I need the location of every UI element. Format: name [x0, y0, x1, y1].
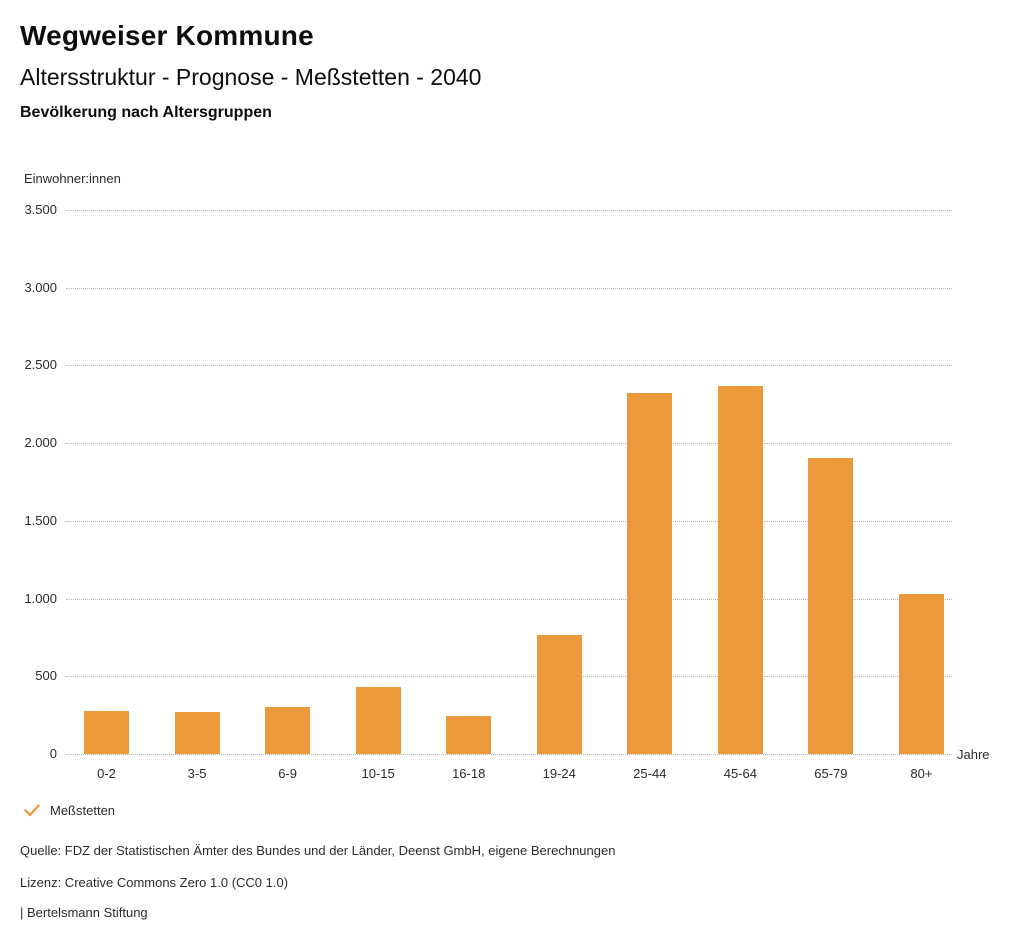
bar-0-2[interactable]	[84, 711, 129, 754]
gridline-3.500	[66, 210, 952, 211]
bar-25-44[interactable]	[627, 393, 672, 754]
page-subtitle: Altersstruktur - Prognose - Meßstetten - 2040	[20, 64, 482, 90]
x-tick-19-24: 19-24	[542, 766, 576, 781]
checkmark-icon	[24, 804, 40, 817]
x-tick-0-2: 0-2	[97, 766, 116, 781]
x-tick-25-44: 25-44	[633, 766, 667, 781]
x-axis-title: Jahre	[957, 747, 990, 762]
y-axis-title: Einwohner:innen	[24, 171, 121, 186]
bar-10-15[interactable]	[356, 687, 401, 754]
gridline-0	[66, 754, 952, 755]
bar-6-9[interactable]	[265, 707, 310, 754]
gridline-2.000	[66, 443, 952, 444]
bar-65-79[interactable]	[808, 458, 853, 754]
chart-heading: Bevölkerung nach Altersgruppen	[20, 104, 272, 121]
source-note: Quelle: FDZ der Statistischen Ämter des Bundes und der Länder, Deenst GmbH, eigene Berechnungen	[20, 843, 616, 858]
gridline-2.500	[66, 365, 952, 366]
x-tick-16-18: 16-18	[452, 766, 486, 781]
x-tick-6-9: 6-9	[278, 766, 297, 781]
x-tick-45-64: 45-64	[723, 766, 757, 781]
bar-19-24[interactable]	[537, 635, 582, 754]
y-tick-500: 500	[35, 668, 57, 684]
x-tick-3-5: 3-5	[187, 766, 207, 781]
license-note: Lizenz: Creative Commons Zero 1.0 (CC0 1.0)	[20, 875, 289, 890]
legend-item-messtetten[interactable]	[24, 803, 115, 818]
x-tick-65-79: 65-79	[814, 766, 848, 781]
bar-3-5[interactable]	[175, 712, 220, 754]
x-tick-80+: 80+	[910, 766, 933, 781]
bar-chart-plot	[66, 210, 952, 754]
bar-16-18[interactable]	[446, 716, 491, 754]
bar-45-64[interactable]	[718, 386, 763, 754]
bar-80+[interactable]	[899, 594, 944, 754]
y-tick-1.000: 1.000	[24, 590, 57, 606]
x-tick-10-15: 10-15	[361, 766, 395, 781]
gridline-3.000	[66, 288, 952, 289]
y-tick-1.500: 1.500	[24, 512, 57, 528]
page-title: Wegweiser Kommune	[20, 20, 314, 51]
attribution-note: | Bertelsmann Stiftung	[20, 905, 148, 920]
y-tick-3.000: 3.000	[24, 279, 57, 295]
y-tick-3.500: 3.500	[24, 202, 57, 217]
x-axis-tick-labels	[66, 766, 952, 786]
y-axis-tick-labels	[0, 202, 57, 761]
legend-label: Meßstetten	[50, 803, 116, 818]
y-tick-0: 0	[49, 746, 57, 761]
y-tick-2.000: 2.000	[24, 435, 57, 451]
y-tick-2.500: 2.500	[24, 357, 57, 373]
